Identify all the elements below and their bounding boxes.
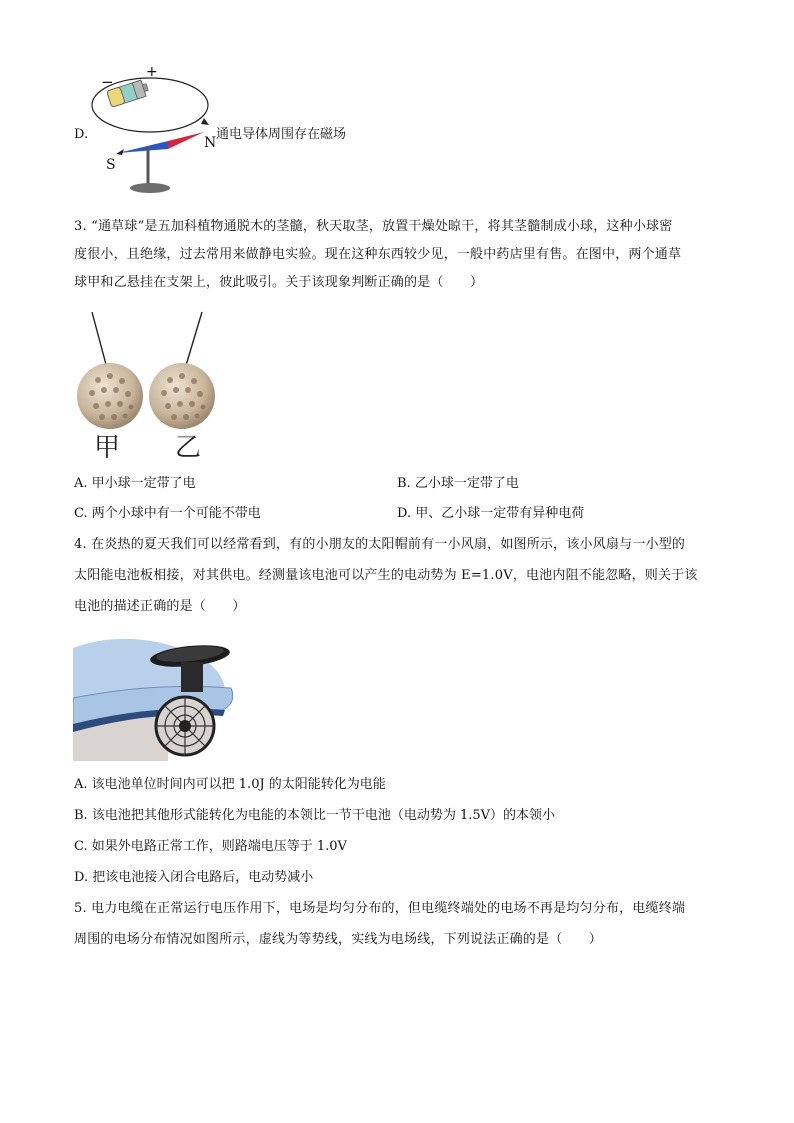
q5-stem-line-1: 5. 电力电缆在正常运行电压作用下，电场是均匀分布的，但电缆终端处的电场不再是均匀分布，电缆终端 <box>74 901 686 916</box>
needle-s-label: S <box>106 157 116 173</box>
thread-jia <box>92 312 108 372</box>
q3-option-a: A. 甲小球一定带了电 <box>74 476 196 491</box>
q3-stem-line-1: 3. “通草球”是五加科植物通脱木的茎髓，秋天取茎，放置干燥处晾干，将其茎髓制成小球，这种小球密 <box>74 219 673 234</box>
ball-jia <box>77 363 143 429</box>
fan-hub <box>179 720 191 732</box>
needle-n-label: N <box>204 135 217 151</box>
solar-fan-cap-photo <box>73 630 238 761</box>
current-arrow-icon <box>201 118 209 125</box>
q4-option-c: C. 如果外电路正常工作，则路端电压等于 1.0V <box>74 839 347 854</box>
needle-north-half <box>168 132 204 149</box>
needle-south-half <box>118 141 168 153</box>
q5-stem-line-2: 周围的电场分布情况如图所示，虚线为等势线，实线为电场线，下列说法正确的是（ ） <box>74 932 603 947</box>
q2-option-d-text: 通电导体周围存在磁场 <box>216 127 347 142</box>
ball-jia-label: 甲 <box>94 433 121 463</box>
q4-option-a: A. 该电池单位时间内可以把 1.0J 的太阳能转化为电能 <box>74 777 386 792</box>
ball-yi-label: 乙 <box>175 433 202 463</box>
q3-option-b: B. 乙小球一定带了电 <box>397 476 519 491</box>
battery-minus-sign: − <box>101 73 114 91</box>
battery-plus-sign: + <box>146 64 158 80</box>
thread-yi <box>184 312 202 372</box>
q4-stem-line-2: 太阳能电池板相接，对其供电。经测量该电池可以产生的电动势为 E=1.0V，电池内阻不能忽略，则关于该 <box>74 568 698 583</box>
q3-stem-line-3: 球甲和乙悬挂在支架上，彼此吸引。关于该现象判断正确的是（ ） <box>74 275 484 290</box>
ball-yi <box>149 363 215 429</box>
q4-option-d: D. 把该电池接入闭合电路后，电动势减小 <box>74 870 314 885</box>
needle-arrow-icon <box>116 149 124 155</box>
fan-mount <box>181 662 203 692</box>
stand-base <box>130 183 170 193</box>
q4-stem-line-3: 电池的描述正确的是（ ） <box>74 599 246 614</box>
q4-option-b: B. 该电池把其他形式能转化为电能的本领比一节干电池（电动势为 1.5V）的本领小 <box>74 808 556 823</box>
q3-option-d: D. 甲、乙小球一定带有异种电荷 <box>397 506 585 521</box>
q2-option-d-label: D. <box>74 127 89 142</box>
q3-option-c: C. 两个小球中有一个可能不带电 <box>74 506 261 521</box>
q4-stem-line-1: 4. 在炎热的夏天我们可以经常看到，有的小朋友的太阳帽前有一小风扇，如图所示，该小风扇与一小型的 <box>74 537 686 552</box>
q3-stem-line-2: 度很小，且绝缘，过去常用来做静电实验。现在这种东西较少见，一般中药店里有售。在图中，两个通草 <box>74 247 682 262</box>
